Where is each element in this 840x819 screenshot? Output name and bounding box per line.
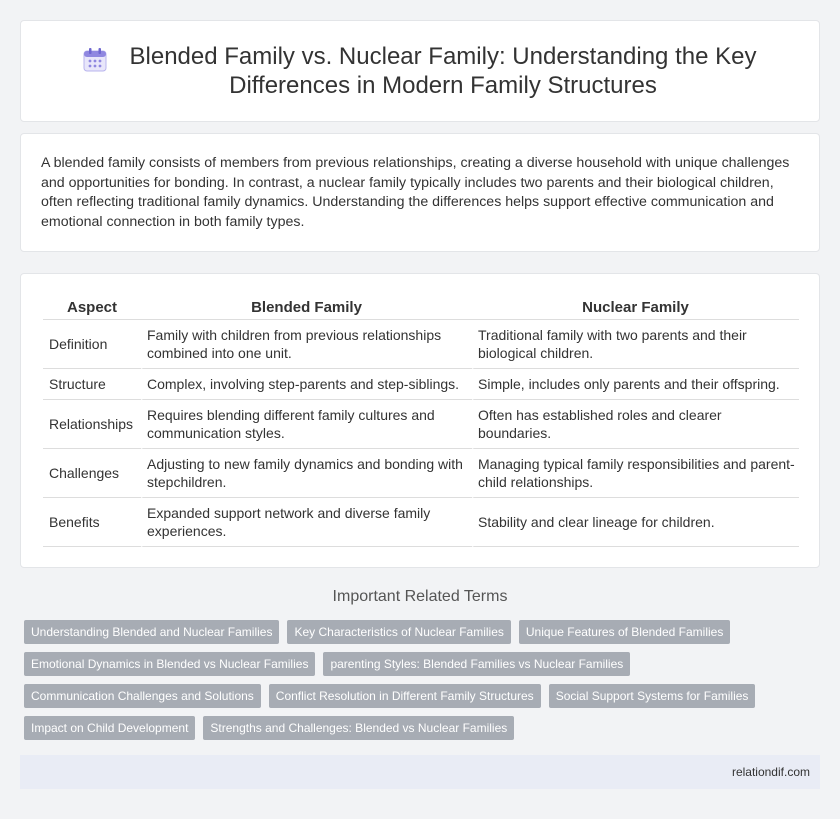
header-aspect: Aspect (43, 294, 141, 320)
header-card (20, 20, 820, 122)
related-term-tag[interactable]: Unique Features of Blended Families (519, 620, 730, 644)
row-aspect: Challenges (43, 449, 141, 498)
comparison-table (43, 294, 799, 547)
row-aspect: Definition (43, 320, 141, 369)
related-term-tag[interactable]: Conflict Resolution in Different Family Structures (269, 684, 541, 708)
table-row (43, 400, 799, 449)
row-blended: Requires blending different family cultures and communication styles. (141, 400, 472, 449)
table-row (43, 449, 799, 498)
row-blended: Adjusting to new family dynamics and bonding with stepchildren. (141, 449, 472, 498)
row-aspect: Benefits (43, 498, 141, 547)
row-blended: Family with children from previous relationships combined into one unit. (141, 320, 472, 369)
related-term-tag[interactable]: Emotional Dynamics in Blended vs Nuclear Families (24, 652, 315, 676)
related-term-tag[interactable]: parenting Styles: Blended Families vs Nuclear Families (323, 652, 630, 676)
table-row (43, 369, 799, 400)
related-term-tag[interactable]: Key Characteristics of Nuclear Families (287, 620, 510, 644)
row-nuclear: Often has established roles and clearer boundaries. (472, 400, 799, 449)
related-term-tag[interactable]: Impact on Child Development (24, 716, 195, 740)
table-header-row (43, 294, 799, 320)
row-nuclear: Traditional family with two parents and their biological children. (472, 320, 799, 369)
intro-paragraph: A blended family consists of members from previous relationships, creating a diverse household with unique challenges and opportunities for bonding. In contrast, a nuclear family typically includes two parents and their biological children, often reflecting traditional family dynamics. Understanding the differences helps support effective communication and emotional connection in both family types. (41, 155, 790, 230)
intro-card (20, 133, 820, 252)
table-row (43, 320, 799, 369)
comparison-table-card (20, 273, 820, 568)
row-aspect: Structure (43, 369, 141, 400)
footer (20, 755, 820, 789)
header-blended-family: Blended Family (141, 294, 472, 320)
row-nuclear: Managing typical family responsibilities and parent-child relationships. (472, 449, 799, 498)
related-term-tag[interactable]: Strengths and Challenges: Blended vs Nuclear Families (203, 716, 514, 740)
related-term-tag[interactable]: Communication Challenges and Solutions (24, 684, 261, 708)
calendar-icon (82, 47, 108, 73)
row-aspect: Relationships (43, 400, 141, 449)
table-row (43, 498, 799, 547)
row-blended: Expanded support network and diverse family experiences. (141, 498, 472, 547)
row-nuclear: Stability and clear lineage for children. (472, 498, 799, 547)
page-title: Blended Family vs. Nuclear Family: Understanding the Key Differences in Modern Family Structures (129, 43, 757, 99)
related-terms-list (24, 620, 824, 748)
related-terms-title: Important Related Terms (332, 588, 508, 605)
row-blended: Complex, involving step-parents and step-siblings. (141, 369, 472, 400)
footer-site-link[interactable]: relationdif.com (731, 765, 810, 779)
row-nuclear: Simple, includes only parents and their offspring. (472, 369, 799, 400)
related-term-tag[interactable]: Understanding Blended and Nuclear Families (24, 620, 279, 644)
header-nuclear-family: Nuclear Family (472, 294, 799, 320)
related-term-tag[interactable]: Social Support Systems for Families (549, 684, 756, 708)
